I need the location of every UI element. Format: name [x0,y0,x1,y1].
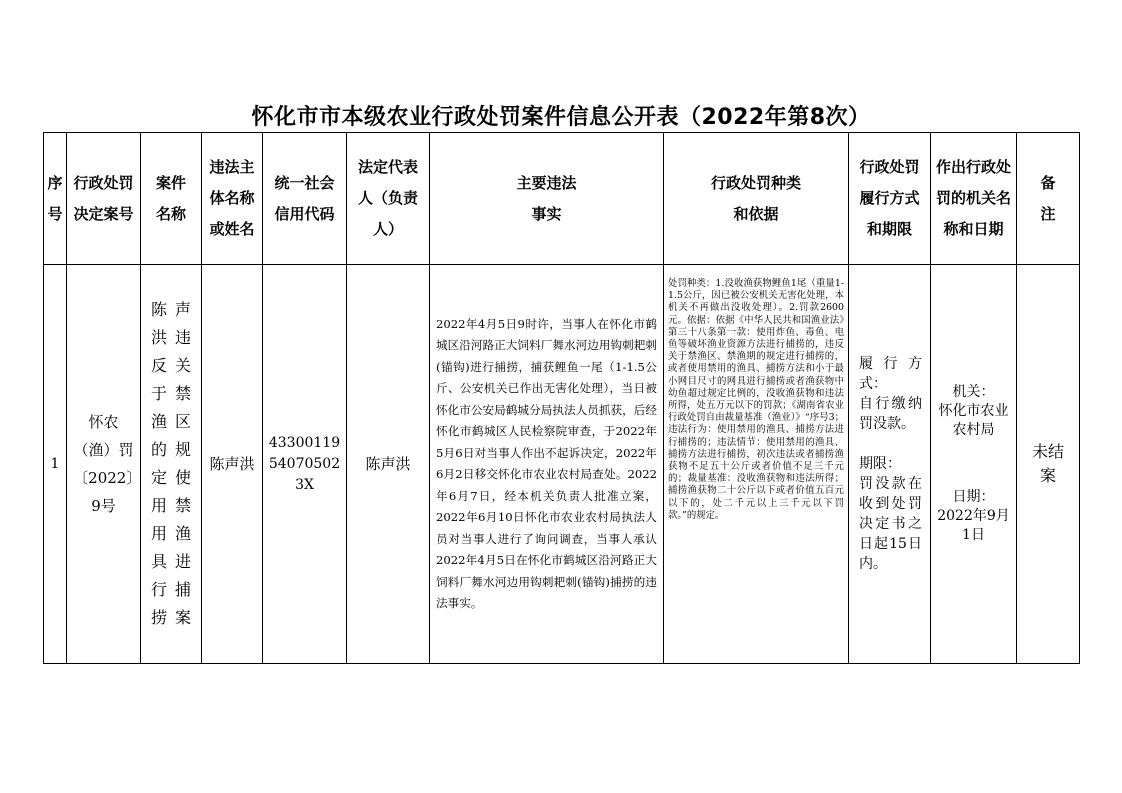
table-header-row [44,133,1080,265]
manner-term: 罚没款在收到处罚决定书之日起15日内。 [859,476,922,572]
header-credit-code: 统一社会信用代码 [263,133,347,265]
cell-manner [849,265,931,664]
cell-seq: 1 [44,265,67,664]
org-name: 怀化市农业农村局 [938,403,1009,438]
manner-term-label: 期限： [859,456,901,472]
header-decision-no: 行政处罚决定案号 [67,133,141,265]
manner-way-label: 履行方式： [859,356,922,392]
header-penalty: 行政处罚种类和依据 [664,133,849,265]
header-remark: 备注 [1017,133,1080,265]
cell-org-date [931,265,1017,664]
header-org-date: 作出行政处罚的机关名称和日期 [931,133,1017,265]
header-violator: 违法主体名称或姓名 [202,133,263,265]
cell-legal-rep: 陈声洪 [347,265,430,664]
manner-way: 自行缴纳罚没款。 [859,396,922,432]
date-label: 日期： [952,489,995,505]
org-label: 机关： [952,384,995,400]
header-case-name: 案件名称 [141,133,202,265]
header-manner: 行政处罚履行方式和期限 [849,133,931,265]
date-value: 2022年9月1日 [937,508,1010,543]
cell-facts: 2022年4月5日9时许，当事人在怀化市鹤城区沿河路正大饲料厂舞水河边用钩刺耙刺(锚钩)进行捕捞，捕获鲤鱼一尾（1-1.5公斤、公安机关已作出无害化处理），当日被怀化市公安局鹤城分局执法人员抓获，后经怀化市鹤城区人民检察院审查，于2022年5月6日对当事人作出不起诉决定，2022年6月2日移交怀化市农业农村局查处。2022年6月7日，经本机关负责人批准立案，2022年6月10日怀化市农业农村局执法人员对当事人进行了询问调查，当事人承认2022年4月5日在怀化市鹤城区沿河路正大饲料厂舞水河边用钩刺耙刺(锚钩)捕捞的违法事实。 [430,265,664,664]
header-facts: 主要违法事实 [430,133,664,265]
page-title: 怀化市市本级农业行政处罚案件信息公开表（2022年第8次） [251,105,871,130]
cell-remark: 未结案 [1017,265,1080,664]
header-seq: 序号 [44,133,67,265]
case-info-table [43,132,1080,664]
header-legal-rep: 法定代表人（负责人） [347,133,430,265]
cell-penalty: 处罚种类：1.没收渔获物鲤鱼1尾（重量1-1.5公斤，因已被公安机关无害化处理，本机关不再做出没收处理）。2.罚款2600元。依据：依据《中华人民共和国渔业法》第三十八条第一款：使用炸鱼、毒鱼、电鱼等破坏渔业资源方法进行捕捞的，违反关于禁渔区、禁渔期的规定进行捕捞的，或者使用禁用的渔具、捕捞方法和小于最小网目尺寸的网具进行捕捞或者渔获物中幼鱼超过规定比例的，没收渔获物和违法所得，处五万元以下的罚款；《湖南省农业行政处罚自由裁量基准（渔业）》“序号3；违法行为：使用禁用的渔具、捕捞方法进行捕捞的；违法情节：使用禁用的渔具、捕捞方法进行捕捞，初次违法或者捕捞渔获物不足五十公斤或者价值不足三千元的；裁量基准：没收渔获物和违法所得；捕捞渔获物二十公斤以下或者价值五百元以下的，处二千元以上三千元以下罚款。”的规定。 [664,265,849,664]
cell-decision-no: 怀农（渔）罚〔2022〕9号 [67,265,141,664]
cell-credit-code: 43300119 54070502 3X [263,265,347,664]
cell-case-name: 陈声洪违反关于禁渔区的规定使用禁用渔具进行捕捞案 [141,265,202,664]
cell-violator: 陈声洪 [202,265,263,664]
table-row [44,265,1080,664]
